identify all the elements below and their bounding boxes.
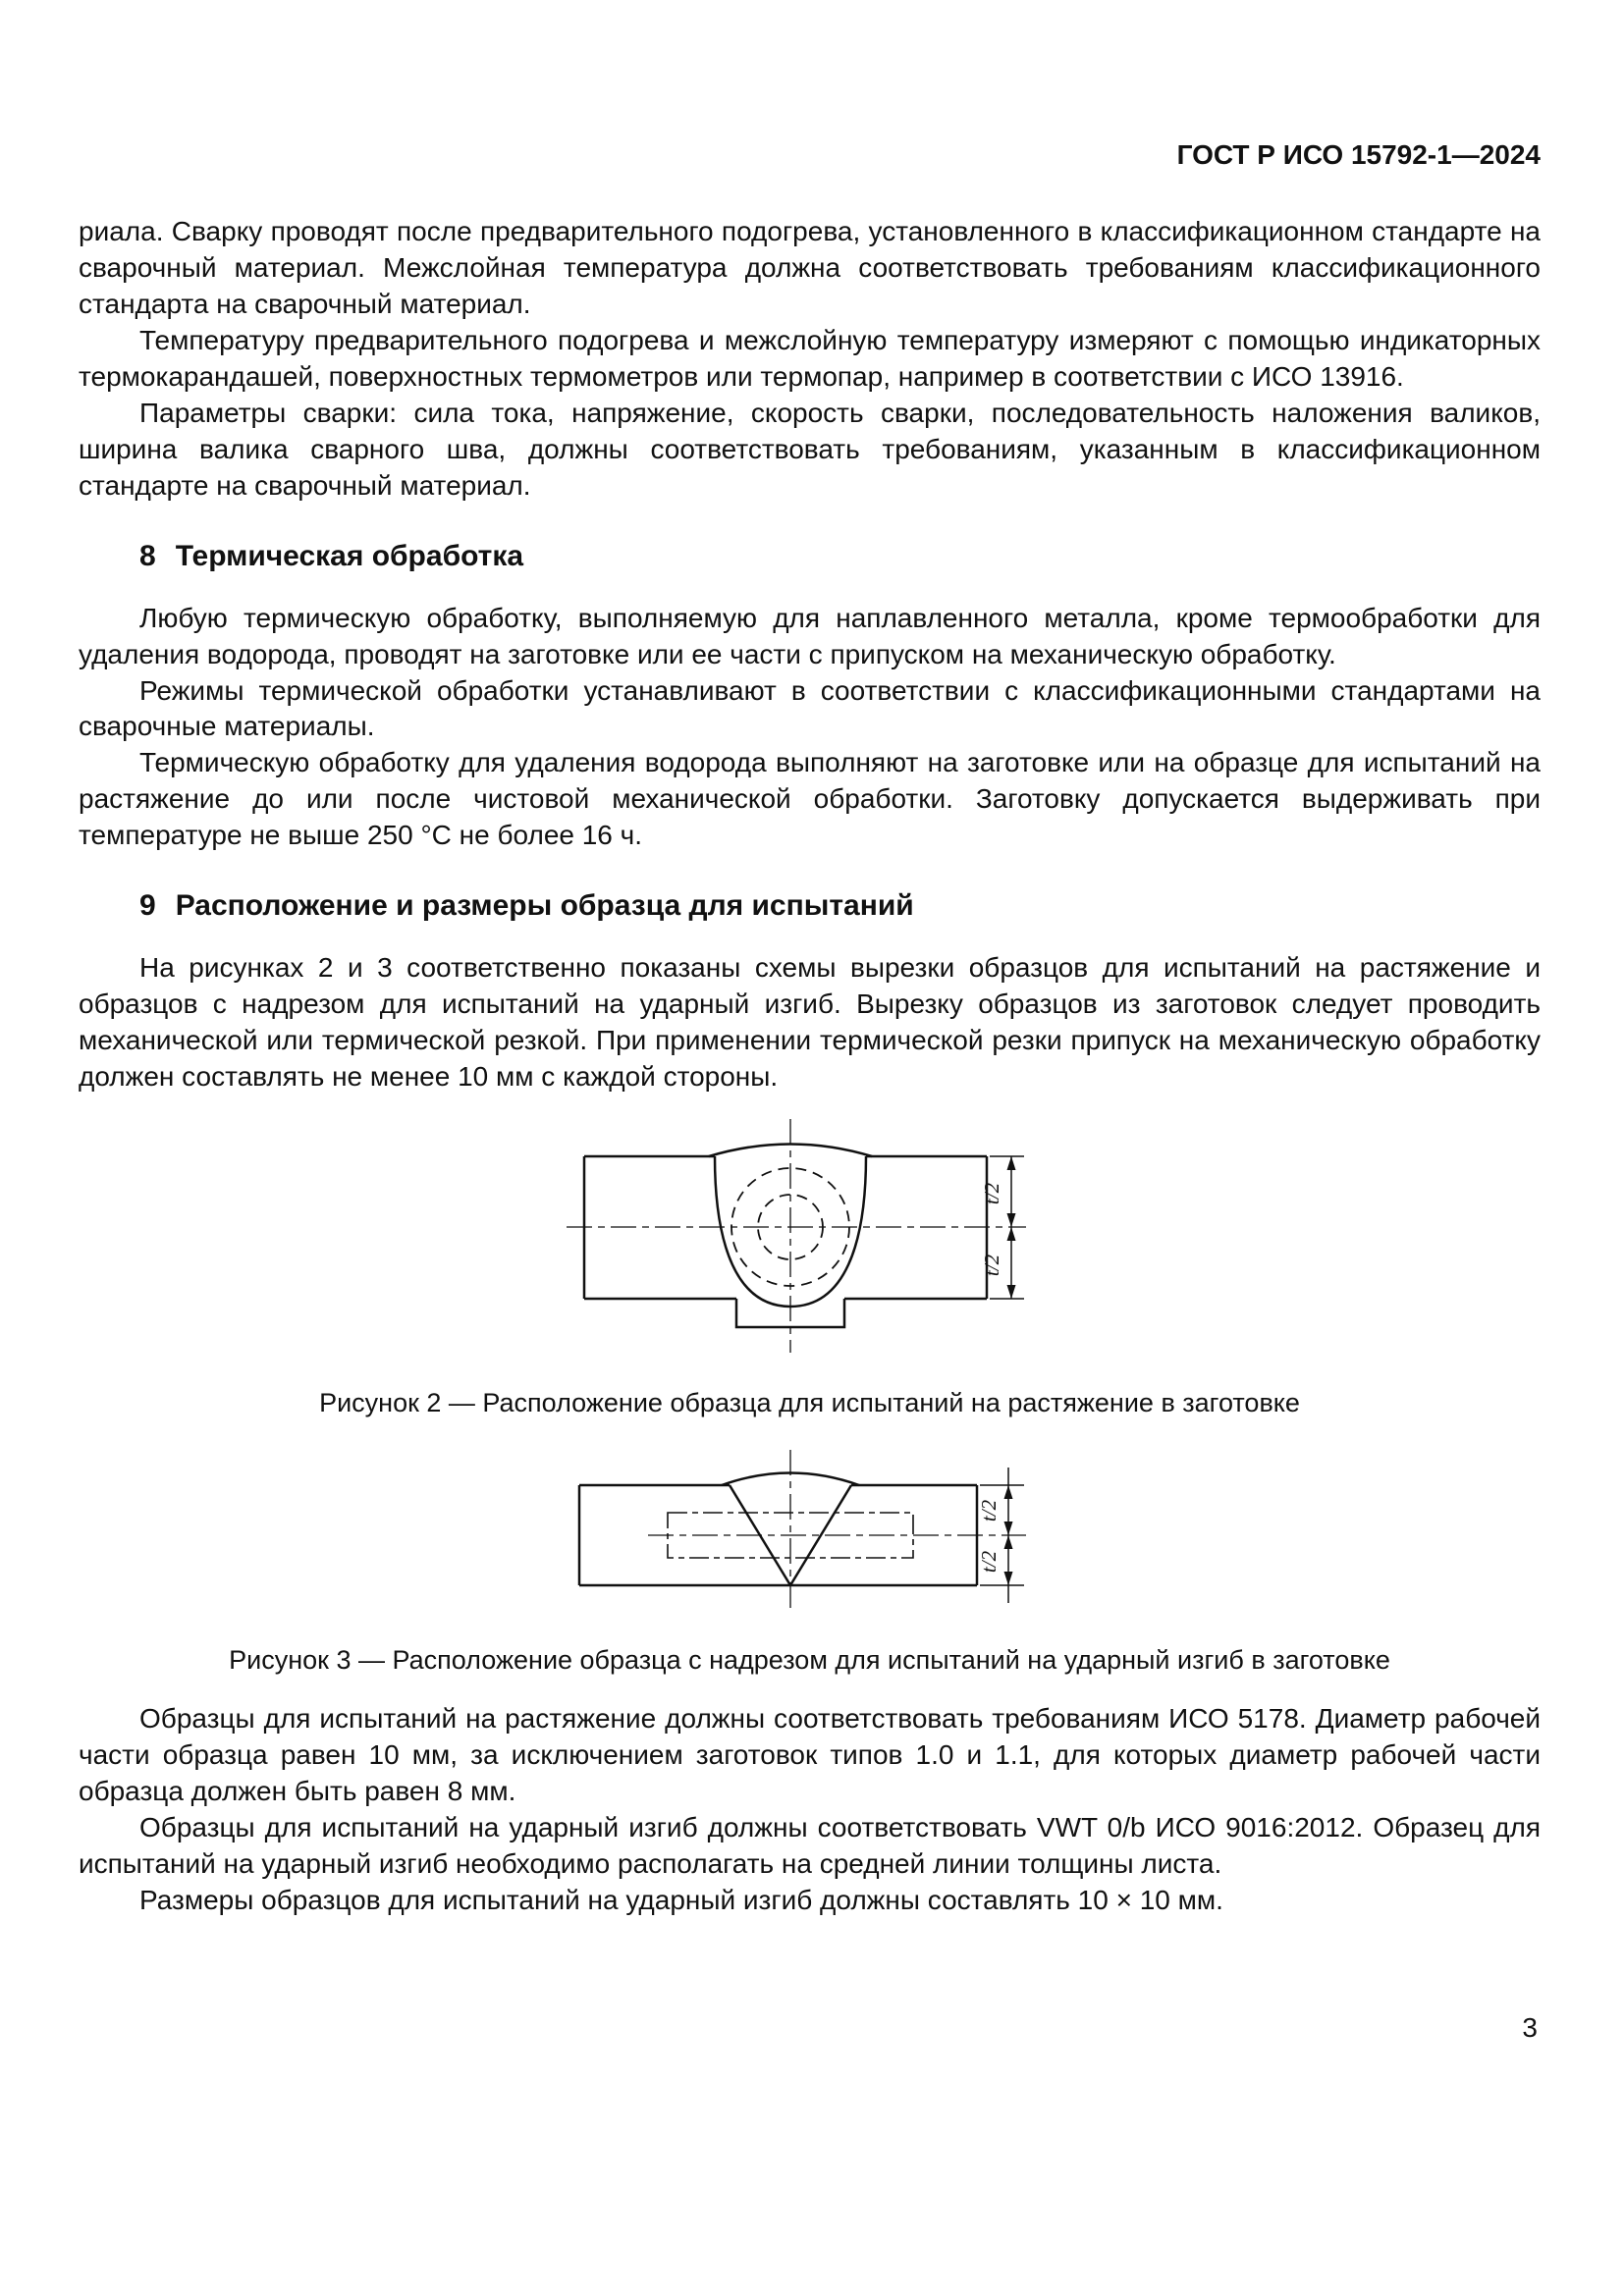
fig3-dim-bottom-label: t/2 <box>976 1551 1001 1574</box>
section-8-title: Термическая обработка <box>175 539 524 572</box>
paragraph: Параметры сварки: сила тока, напряжение, скорость сварки, последовательность наложения валиков, ширина валика сварного шва, должны соответствовать требованиям, указанным в классификационном стандарте на сварочный материал. <box>79 397 1541 501</box>
figure-2 <box>79 1117 1541 1372</box>
figure-3-diagram <box>555 1448 1065 1629</box>
section-8-number: 8 <box>139 539 156 572</box>
paragraph: Образцы для испытаний на растяжение должны соответствовать требованиям ИСО 5178. Диаметр рабочей части образца равен 10 мм, за исключением заготовок типов 1.0 и 1.1, для которых диаметр рабочей части образца должен быть равен 8 мм. <box>79 1703 1541 1807</box>
fig3-dimension-labels <box>977 1500 1001 1574</box>
fig2-dim-bottom-label: t/2 <box>979 1255 1003 1277</box>
paragraph: Любую термическую обработку, выполняемую для наплавленного металла, кроме термообработки для удаления водорода, проводят на заготовке или ее части с припуском на механическую обработку. <box>79 602 1541 669</box>
section-8-heading <box>139 540 1541 573</box>
paragraph: На рисунках 2 и 3 соответственно показаны схемы вырезки образцов для испытаний на растяжение и образцов с надрезом для испытаний на ударный изгиб. Вырезку образцов из заготовок следует проводить механической или термической резкой. При применении термической резки припуск на механическую обработку должен составлять не менее 10 мм с каждой стороны. <box>79 952 1541 1093</box>
fig2-centerlines <box>567 1119 1026 1353</box>
paragraph: Термическую обработку для удаления водорода выполняют на заготовке или на образце для испытаний на растяжение до или после чистовой механической обработки. Заготовку допускается выдерживать при температуре не выше 250 °С не более 16 ч. <box>79 747 1541 851</box>
figure-2-diagram <box>555 1117 1065 1372</box>
paragraph: Размеры образцов для испытаний на ударный изгиб должны составлять 10 × 10 мм. <box>139 1884 1223 1915</box>
paragraph: Режимы термической обработки устанавливают в соответствии с классификационными стандартами на сварочные материалы. <box>79 674 1541 742</box>
fig3-dim-top-label: t/2 <box>976 1500 1001 1522</box>
fig2-dim-top-label: t/2 <box>979 1183 1003 1205</box>
figure-3 <box>79 1448 1541 1629</box>
doc-number-header: ГОСТ Р ИСО 15792-1—2024 <box>1176 139 1541 170</box>
figure-3-caption: Рисунок 3 — Расположение образца с надрезом для испытаний на ударный изгиб в заготовке <box>229 1645 1390 1676</box>
page-number: 3 <box>1522 2012 1538 2043</box>
section-9-title: Расположение и размеры образца для испытаний <box>175 889 914 923</box>
figure-2-caption: Рисунок 2 — Расположение образца для испытаний на растяжение в заготовке <box>319 1388 1300 1418</box>
paragraph: Температуру предварительного подогрева и межслойную температуру измеряют с помощью индикаторных термокарандашей, поверхностных термометров или термопар, например в соответствии с ИСО 13916. <box>79 324 1541 392</box>
fig3-centerlines <box>648 1450 1026 1613</box>
paragraph-continuation: риала. Сварку проводят после предварительного подогрева, установленного в классификационном стандарте на сварочный материал. Межслойная температура должна соответствовать требованиям классификационного стандарта на сварочный материал. <box>79 216 1541 319</box>
fig2-dimension-labels <box>980 1183 1003 1277</box>
section-9-number: 9 <box>139 889 156 923</box>
section-9-heading <box>139 889 1541 923</box>
paragraph: Образцы для испытаний на ударный изгиб должны соответствовать VWT 0/b ИСО 9016:2012. Образец для испытаний на ударный изгиб необходимо располагать на средней линии толщины листа. <box>79 1811 1541 1879</box>
